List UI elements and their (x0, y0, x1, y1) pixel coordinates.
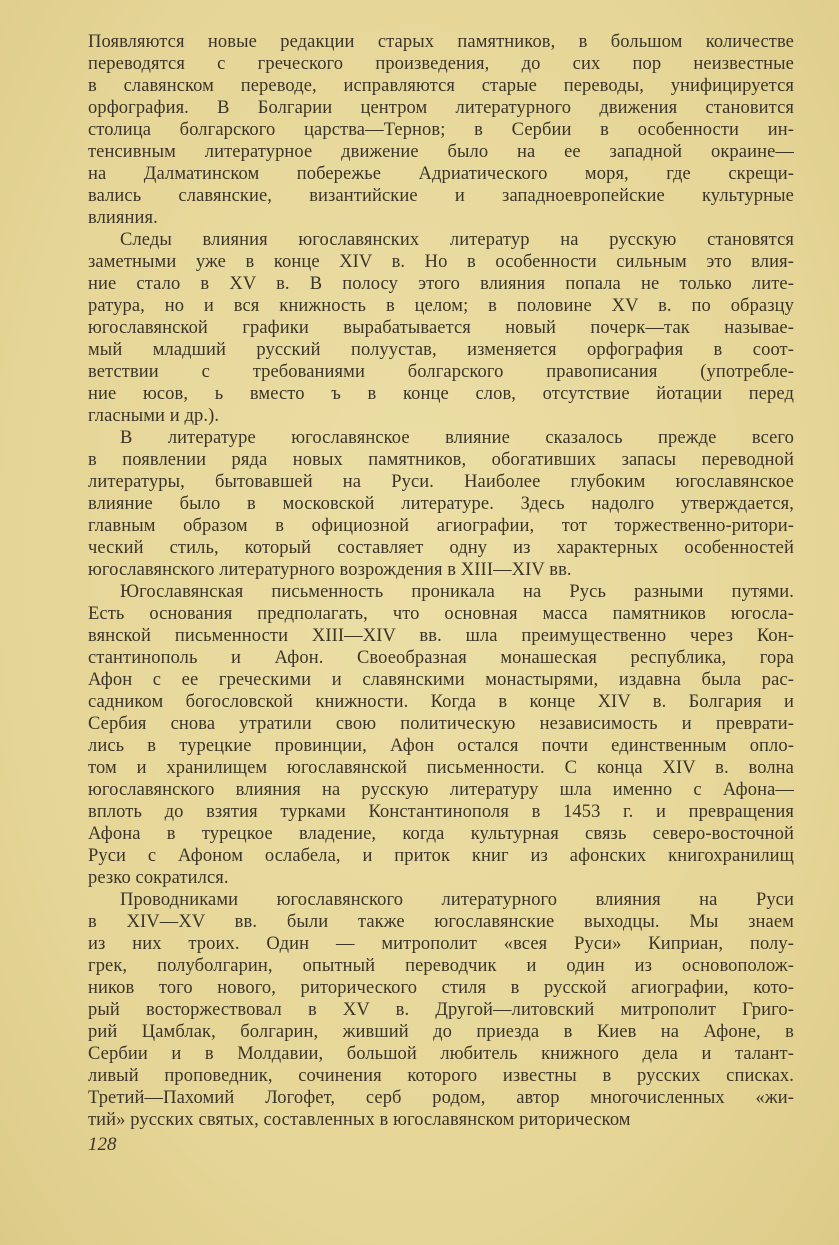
text-line: переводятся с греческого произведения, до сих пор неизвестные (88, 54, 794, 74)
text-line: мый младший русский полуустав, изменяется орфография в соот- (88, 340, 794, 360)
text-line: югославянского литературного возрождения в XIII—XIV вв. (88, 560, 572, 580)
text-line: резко сократился. (88, 868, 229, 888)
text-line: садником богословской книжности. Когда в конце XIV в. Болгария и (88, 692, 794, 712)
text-line: ние юсов, ь вместо ъ в конце слов, отсутствие йотации перед (88, 384, 794, 404)
text-line: ческий стиль, который составляет одну из характерных особенностей (88, 538, 794, 558)
text-line: рий Цамблак, болгарин, живший до приезда в Киев на Афоне, в (88, 1022, 794, 1042)
text-line: том и хранилищем югославянской письменности. С конца XIV в. волна (88, 758, 794, 778)
text-line: стантинополь и Афон. Своеобразная монашеская республика, гора (88, 648, 794, 668)
text-line: Югославянская письменность проникала на Русь разными путями. (120, 582, 794, 602)
text-line: столица болгарского царства—Тернов; в Сербии в особенности ин- (88, 120, 794, 140)
text-line: из них троих. Один — митрополит «всея Руси» Киприан, полу- (88, 934, 794, 954)
text-line: литературы, бытовавшей на Руси. Наиболее глубоким югославянское (88, 472, 794, 492)
text-line: Появляются новые редакции старых памятников, в большом количестве (88, 32, 794, 52)
text-line: орфография. В Болгарии центром литературного движения становится (88, 98, 794, 118)
text-line: ливый проповедник, сочинения которого известны в русских списках. (88, 1066, 794, 1086)
text-line: Третий—Пахомий Логофет, серб родом, автор многочисленных «жи- (88, 1088, 794, 1108)
text-line: в появлении ряда новых памятников, обогативших запасы переводной (88, 450, 794, 470)
text-line: Афона в турецкое владение, когда культурная связь северо-восточной (88, 824, 794, 844)
text-line: ветствии с требованиями болгарского правописания (употребле- (88, 362, 794, 382)
text-line: на Далматинском побережье Адриатического моря, где скрещи- (88, 164, 794, 184)
text-line: Сербия снова утратили свою политическую независимость и преврати- (88, 714, 794, 734)
text-line: югославянской графики вырабатывается новый почерк—так называе- (88, 318, 794, 338)
text-line: влияния. (88, 208, 158, 228)
text-line: гласными и др.). (88, 406, 220, 426)
text-line: рый восторжествовал в XV в. Другой—литовский митрополит Григо- (88, 1000, 794, 1020)
text-line: тий» русских святых, составленных в югославянском риторическом (88, 1110, 631, 1130)
text-line: В литературе югославянское влияние сказалось прежде всего (120, 428, 794, 448)
text-line: вянской письменности XIII—XIV вв. шла преимущественно через Кон- (88, 626, 794, 646)
page-number: 128 (88, 1134, 117, 1155)
text-line: югославянского влияния на русскую литературу шла именно с Афона— (88, 780, 794, 800)
body-text (88, 31, 794, 1131)
paragraph (88, 581, 794, 889)
text-line: ников того нового, риторического стиля в русской агиографии, кото- (88, 978, 794, 998)
text-line: тенсивным литературное движение было на ее западной окраине— (88, 142, 794, 162)
paragraph (88, 31, 794, 229)
text-line: заметными уже в конце XIV в. Но в особенности сильным это влия- (88, 252, 794, 272)
text-line: Руси с Афоном ослабела, и приток книг из афонских книгохранилищ (88, 846, 794, 866)
text-line: влияние было в московской литературе. Здесь надолго утверждается, (88, 494, 794, 514)
text-line: лись в турецкие провинции, Афон остался почти единственным опло- (88, 736, 794, 756)
text-line: ратура, но и вся книжность в целом; в половине XV в. по образцу (88, 296, 794, 316)
text-line: в XIV—XV вв. были также югославянские выходцы. Мы знаем (88, 912, 794, 932)
text-line: грек, полуболгарин, опытный переводчик и один из основополож- (88, 956, 794, 976)
paragraph (88, 229, 794, 427)
text-line: Сербии и в Молдавии, большой любитель книжного дела и талант- (88, 1044, 794, 1064)
paragraph (88, 889, 794, 1131)
text-line: Следы влияния югославянских литератур на русскую становятся (120, 230, 794, 250)
text-line: Проводниками югославянского литературного влияния на Руси (120, 890, 794, 910)
text-line: Есть основания предполагать, что основная масса памятников югосла- (88, 604, 794, 624)
text-line: вались славянские, византийские и западноевропейские культурные (88, 186, 794, 206)
text-line: Афон с ее греческими и славянскими монастырями, издавна была рас- (88, 670, 794, 690)
paragraph (88, 427, 794, 581)
text-line: главным образом в официозной агиографии, тот торжественно-ритори- (88, 516, 794, 536)
text-line: вплоть до взятия турками Константинополя в 1453 г. и превращения (88, 802, 794, 822)
text-line: ние стало в XV в. В полосу этого влияния попала не только лите- (88, 274, 794, 294)
text-line: в славянском переводе, исправляются старые переводы, унифицируется (88, 76, 794, 96)
